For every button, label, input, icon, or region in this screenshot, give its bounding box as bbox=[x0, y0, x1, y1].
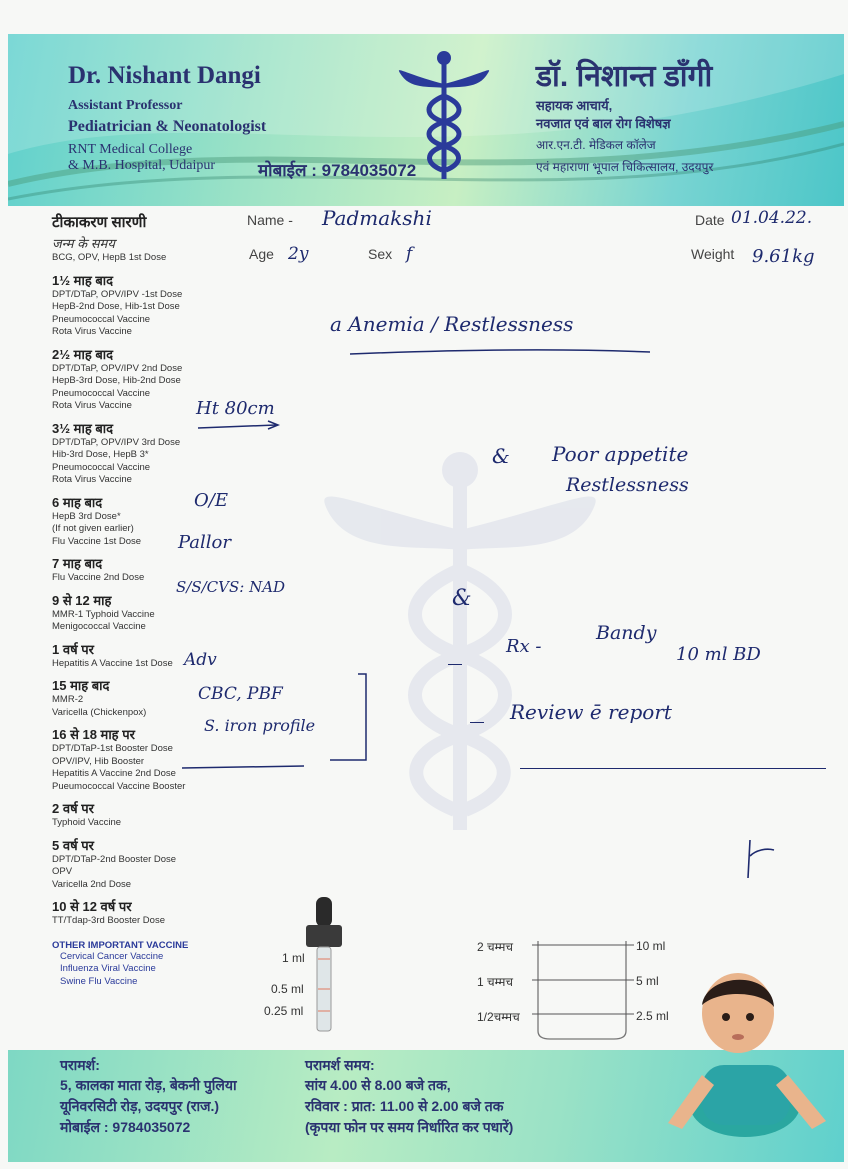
spoon-2: 2 चम्मच bbox=[477, 940, 514, 954]
vaccine-schedule-heading: 6 माह बाद bbox=[52, 494, 103, 510]
vaccine-item: DPT/DTaP-2nd Booster Dose bbox=[52, 853, 177, 865]
complaint-mark: & bbox=[492, 444, 510, 468]
vaccine-item: Varicella 2nd Dose bbox=[52, 878, 132, 890]
vaccine-item: Typhoid Vaccine bbox=[52, 817, 122, 828]
vaccine-item: HepB 3rd Dose* bbox=[52, 510, 121, 522]
vaccine-item: DPT/DTaP, OPV/IPV -1st Dose bbox=[52, 288, 183, 300]
complaint-appetite: Poor appetite bbox=[552, 442, 689, 466]
patient-name: Padmakshi bbox=[322, 206, 432, 230]
vaccine-schedule-heading: 3½ माह बाद bbox=[52, 420, 114, 436]
height-note: Ht 80cm bbox=[196, 398, 275, 419]
vaccine-schedule-heading: 7 माह बाद bbox=[52, 556, 103, 571]
rx-dash bbox=[448, 664, 462, 665]
measuring-cup-icon bbox=[530, 935, 640, 1045]
vaccine-item: OPV/IPV, Hib Booster bbox=[52, 755, 145, 767]
header-mobile: मोबाईल : 9784035072 bbox=[258, 161, 417, 180]
address-line2: यूनिवरसिटी रोड़, उदयपुर (राज.) bbox=[60, 1098, 220, 1114]
college-name: RNT Medical College bbox=[68, 142, 193, 157]
vaccine-schedule-heading: 10 से 12 वर्ष पर bbox=[52, 899, 132, 914]
other-vaccine-heading: OTHER IMPORTANT VACCINE bbox=[52, 939, 189, 951]
vaccine-item: Hepatitis A Vaccine 2nd Dose bbox=[52, 768, 176, 779]
rx-symbol: & bbox=[452, 586, 472, 611]
doctor-name-hindi: डॉ. निशान्त डाँगी bbox=[536, 60, 713, 93]
dropper-icon bbox=[300, 895, 360, 1035]
weight-label: Weight bbox=[691, 246, 735, 262]
footer-mobile: मोबाईल : 9784035072 bbox=[60, 1119, 191, 1135]
vaccine-item: Rota Virus Vaccine bbox=[52, 326, 132, 337]
doctor-name: Dr. Nishant Dangi bbox=[68, 62, 261, 89]
other-vaccine-item: Influenza Viral Vaccine bbox=[60, 963, 156, 974]
age-label: Age bbox=[249, 246, 274, 262]
doctor-signature bbox=[736, 836, 786, 886]
patient-age: 2y bbox=[288, 244, 309, 264]
advice-note: Adv bbox=[184, 650, 217, 670]
vaccine-schedule-heading: 15 माह बाद bbox=[52, 678, 110, 693]
diagnosis-underline bbox=[330, 340, 660, 360]
other-vaccine-item: Cervical Cancer Vaccine bbox=[60, 950, 164, 962]
pallor-note: Pallor bbox=[178, 532, 231, 553]
birth-heading: जन्म के समय bbox=[52, 236, 115, 251]
diagnosis-note: a Anemia / Restlessness bbox=[330, 312, 574, 336]
vaccine-item: Varicella (Chickenpox) bbox=[52, 706, 147, 718]
vaccine-item: Pueumococcal Vaccine Booster bbox=[52, 780, 186, 792]
end-line bbox=[520, 768, 826, 769]
doctor-title-hindi: सहायक आचार्य, bbox=[536, 98, 613, 113]
hospital-name-hindi: एवं महाराणा भूपाल चिकित्सालय, उदयपुर bbox=[536, 160, 714, 174]
address-line1: 5, कालका माता रोड़, बेकनी पुलिया bbox=[60, 1077, 237, 1093]
vaccine-schedule-heading: 2 वर्ष पर bbox=[52, 801, 94, 816]
doctor-title: Assistant Professor bbox=[68, 98, 183, 113]
patient-sex: f bbox=[406, 244, 413, 264]
timing-heading: परामर्श समय: bbox=[305, 1057, 375, 1073]
hospital-name: & M.B. Hospital, Udaipur bbox=[68, 158, 215, 173]
vaccine-item: MMR-2 bbox=[52, 694, 84, 705]
vaccine-schedule-heading: 1½ माह बाद bbox=[52, 272, 114, 288]
complaint-restlessness: Restlessness bbox=[566, 474, 689, 496]
vaccine-item: DPT/DTaP, OPV/IPV 2nd Dose bbox=[52, 362, 183, 374]
vaccine-schedule-heading: 9 से 12 माह bbox=[52, 592, 112, 608]
birth-vaccines: BCG, OPV, HepB 1st Dose bbox=[52, 252, 167, 263]
vaccine-item: Hepatitis A Vaccine 1st Dose bbox=[52, 657, 173, 669]
dropper-quarter-ml: 0.25 ml bbox=[264, 1004, 304, 1018]
sex-label: Sex bbox=[368, 246, 393, 262]
vaccine-schedule-heading: 2½ माह बाद bbox=[52, 346, 114, 362]
vaccination-schedule bbox=[52, 212, 242, 988]
spoon-half: 1/2चम्मच bbox=[477, 1010, 520, 1024]
dropper-1ml: 1 ml bbox=[282, 951, 305, 965]
vaccine-item: MMR-1 Typhoid Vaccine bbox=[52, 608, 155, 620]
medicine-name: Bandy bbox=[596, 622, 657, 644]
caduceus-watermark-icon bbox=[300, 440, 620, 840]
vaccine-schedule-heading: 1 वर्ष पर bbox=[52, 641, 94, 657]
height-underline bbox=[196, 418, 296, 434]
timing-note: (कृपया फोन पर समय निर्धारित कर पधारें) bbox=[305, 1119, 514, 1135]
vaccine-schedule-heading: 16 से 18 माह पर bbox=[52, 727, 135, 742]
vaccine-item: Flu Vaccine 2nd Dose bbox=[52, 572, 145, 583]
vaccine-schedule-heading: 5 वर्ष पर bbox=[52, 837, 94, 853]
vaccine-item: Pneumococcal Vaccine bbox=[52, 387, 151, 399]
investigation-iron: S. iron profile bbox=[204, 716, 316, 735]
cup-10ml: 10 ml bbox=[636, 939, 666, 953]
vaccine-item: Pneumococcal Vaccine bbox=[52, 313, 151, 325]
doctor-specialty: Pediatrician & Neonatologist bbox=[68, 118, 267, 135]
investigation-cbc: CBC, PBF bbox=[198, 684, 283, 704]
cup-2-5ml: 2.5 ml bbox=[636, 1009, 669, 1023]
other-vaccine-item: Swine Flu Vaccine bbox=[60, 975, 138, 987]
spoon-1: 1 चम्मच bbox=[477, 975, 514, 989]
vaccine-item: DPT/DTaP-1st Booster Dose bbox=[52, 743, 173, 754]
medicine-dose: 10 ml BD bbox=[676, 644, 761, 665]
name-label: Name - bbox=[247, 212, 293, 228]
patient-weight: 9.61kg bbox=[752, 246, 815, 267]
vaccine-item: TT/Tdap-3rd Booster Dose bbox=[52, 915, 165, 926]
baby-illustration-icon bbox=[650, 955, 840, 1145]
vaccine-item: OPV bbox=[52, 866, 73, 877]
rx-mark: Rx - bbox=[506, 636, 542, 657]
address-heading: परामर्श: bbox=[60, 1057, 100, 1073]
investigation-bracket bbox=[180, 670, 380, 780]
vaccine-item: Rota Virus Vaccine bbox=[52, 474, 132, 485]
vaccine-item: Rota Virus Vaccine bbox=[52, 400, 132, 411]
timing-weekday: सांय 4.00 से 8.00 बजे तक, bbox=[305, 1077, 451, 1093]
vaccine-item: Pneumococcal Vaccine bbox=[52, 461, 151, 473]
college-name-hindi: आर.एन.टी. मेडिकल कॉलेज bbox=[536, 138, 656, 152]
vaccine-item: (If not given earlier) bbox=[52, 523, 134, 534]
vaccine-item: Flu Vaccine 1st Dose bbox=[52, 535, 142, 547]
letterhead-header bbox=[8, 34, 844, 206]
systemic-note: S/S/CVS: NAD bbox=[176, 578, 286, 596]
dropper-half-ml: 0.5 ml bbox=[271, 982, 304, 996]
timing-sunday: रविवार : प्रात: 11.00 से 2.00 बजे तक bbox=[305, 1098, 504, 1114]
review-note: Review ē report bbox=[510, 700, 672, 724]
doctor-specialty-hindi: नवजात एवं बाल रोग विशेषज्ञ bbox=[536, 116, 671, 131]
caduceus-logo-icon bbox=[394, 44, 494, 184]
vaccine-item: Menigococcal Vaccine bbox=[52, 621, 146, 632]
review-dash bbox=[470, 722, 484, 723]
vaccine-item: HepB-2nd Dose, Hib-1st Dose bbox=[52, 301, 180, 312]
exam-note: O/E bbox=[194, 490, 228, 511]
vaccine-item: Hib-3rd Dose, HepB 3* bbox=[52, 449, 149, 460]
date-label: Date bbox=[695, 212, 725, 228]
visit-date: 01.04.22. bbox=[731, 208, 813, 228]
cup-5ml: 5 ml bbox=[636, 974, 659, 988]
vaccine-item: HepB-3rd Dose, Hib-2nd Dose bbox=[52, 375, 181, 386]
vaccine-item: DPT/DTaP, OPV/IPV 3rd Dose bbox=[52, 436, 181, 448]
vaccination-title: टीकाकरण सारणी bbox=[52, 214, 147, 231]
